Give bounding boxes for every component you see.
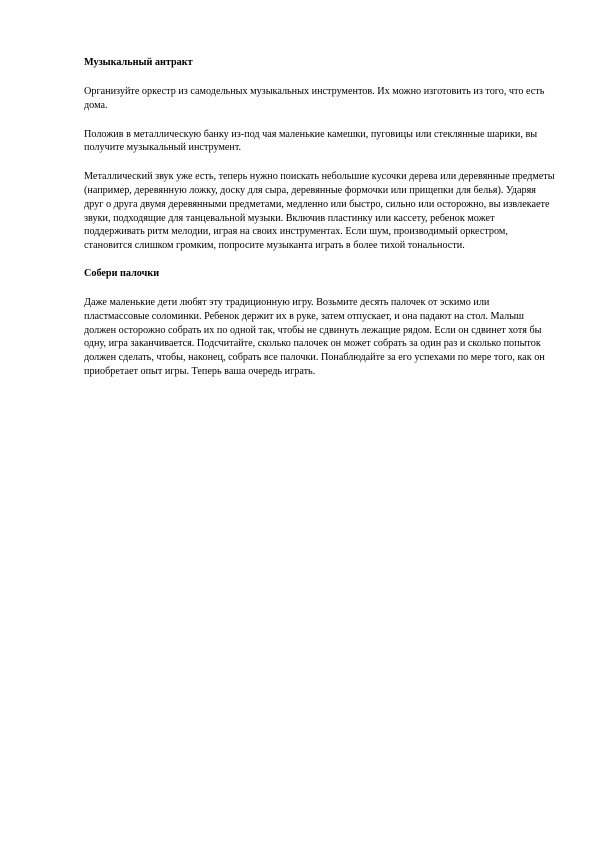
- spacer: [84, 155, 556, 170]
- paragraph-metal-can: Положив в металлическую банку из-под чая маленькие камешки, пуговицы или стеклянные шарики, вы получите музыкальный инструмент.: [84, 128, 538, 154]
- spacer: [84, 113, 556, 128]
- spacer: [84, 280, 556, 296]
- section-heading-pick-up-sticks: Собери палочки: [84, 267, 160, 279]
- paragraph-orchestra-intro: Организуйте оркестр из самодельных музыкальных инструментов. Их можно изготовить из того, что есть дома.: [84, 86, 545, 111]
- section-heading-musical-interlude: Музыкальный антракт: [84, 57, 193, 68]
- paragraph-sticks-game: Даже маленькие дети любят эту традиционную игру. Возьмите десять палочек от эскимо или пластмассовые соломинки. Ребенок держит их в руке, затем отпускает, и она падают на стол. Малыш должен осторожно собрать их по одной так, чтобы не сдвинуть лежащие рядом. Если он сдвинет хотя бы одну, игра заканчивается. Подсчитайте, сколько палочек он может собрать за один раз и сколько попыток должен сделать, чтобы, наконец, собрать все палочки. Понаблюдайте за его успехами по мере того, как он приобретает опыт игры. Теперь ваша очередь играть.: [84, 296, 545, 377]
- spacer: [84, 253, 556, 267]
- spacer: [84, 69, 556, 85]
- paragraph-wooden-sounds: Металлический звук уже есть, теперь нужно поискать небольшие кусочки дерева или деревянные предметы (например, деревянную ложку, доску для сыра, деревянные формочки или прищепки для белья). Ударяя друг о друга двумя деревянными предметами, медленно или быстро, сильно или осторожно, вы извлекаете звуки, подходящие для танцевальной музыки. Включив пластинку или кассету, ребенок может поддерживать ритм мелодии, играя на своих инструментах. Если шум, производимый оркестром, становится слишком громким, попросите музыканта играть в более тихой тональности.: [84, 171, 555, 252]
- document-page: [84, 56, 556, 379]
